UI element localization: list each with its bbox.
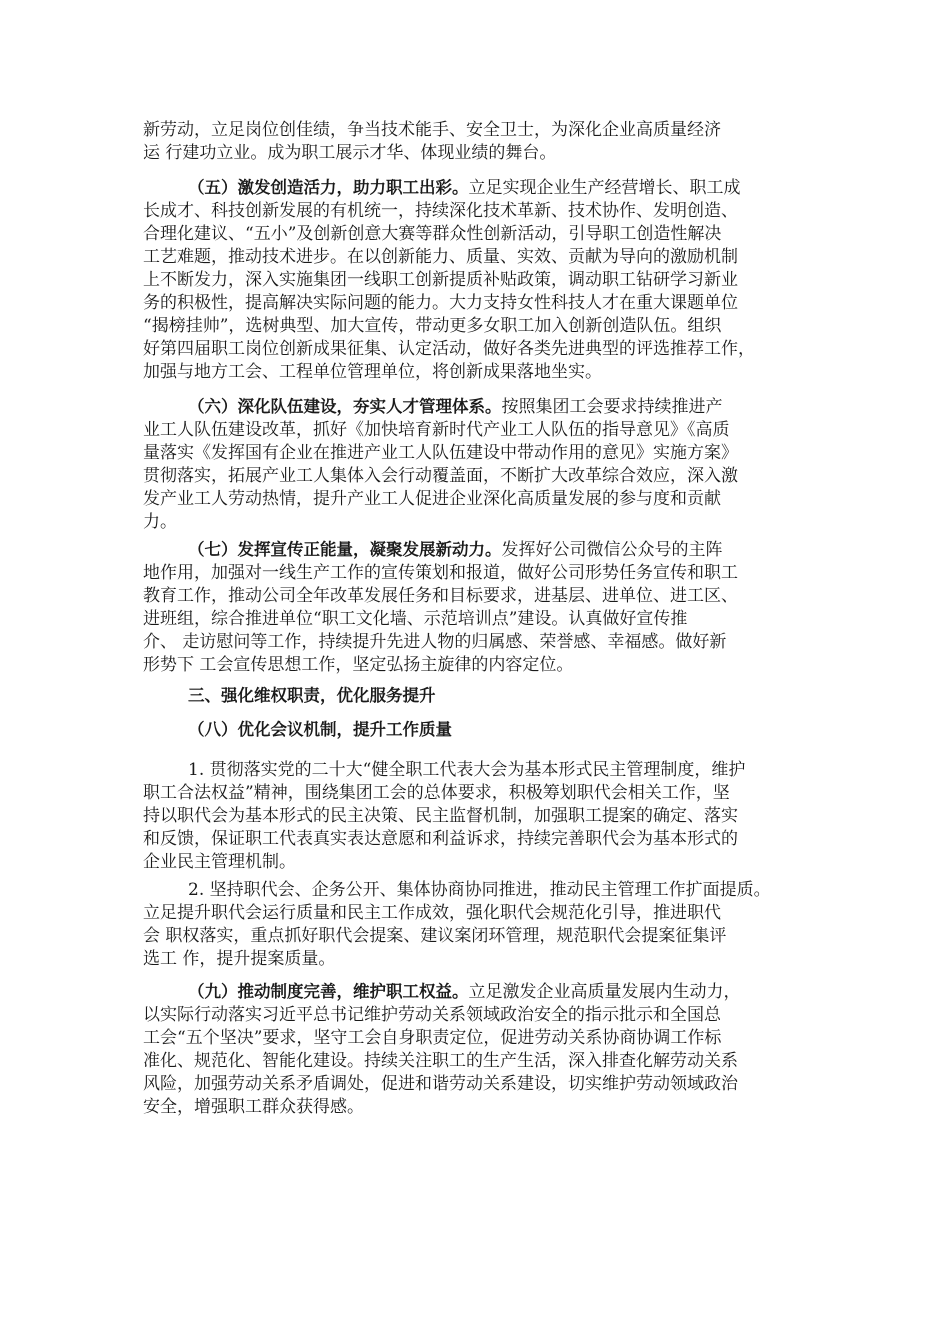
text-line: 工会“五个坚决”要求，坚守工会自身职责定位，促进劳动关系协商协调工作标 — [143, 1028, 722, 1048]
paragraph-section-6 — [143, 395, 811, 534]
text-line: 企业民主管理机制。 — [143, 852, 296, 872]
text-line: 加强与地方工会、工程单位管理单位，将创新成果落地坐实。 — [143, 362, 602, 382]
text-line: 好第四届职工岗位创新成果征集、认定活动，做好各类先进典型的评选推荐工作， — [143, 339, 755, 359]
text-line: 量落实《发挥国有企业在推进产业工人队伍建设中带动作用的意见》实施方案》 — [143, 443, 738, 463]
text-line: 教育工作，推动公司全年改革发展任务和目标要求，进基层、进单位、进工区、 — [143, 586, 738, 606]
paragraph-first-line — [143, 176, 811, 200]
text-line: 发产业工人劳动热情，提升产业工人促进企业深化高质量发展的参与度和贡献 — [143, 489, 721, 509]
text-line: 贯彻落实，拓展产业工人集体入会行动覆盖面，不断扩大改革综合效应，深入激 — [143, 466, 738, 486]
paragraph-section-5 — [143, 176, 811, 384]
section-heading-3 — [143, 684, 811, 707]
paragraph-first-line — [143, 395, 811, 419]
text-line: 地作用，加强对一线生产工作的宣传策划和报道，做好公司形势任务宣传和职工 — [143, 563, 738, 583]
paragraph-first-line: 2. 坚持职代会、企务公开、集体协商协同推进，推动民主管理工作扩面提质。 — [188, 880, 771, 900]
subsection-heading-8 — [143, 718, 811, 741]
text-line: 立足提升职代会运行质量和民主工作成效，强化职代会规范化引导，推进职代 — [143, 903, 721, 923]
paragraph-continuation — [143, 119, 811, 165]
paragraph-lead: （六）深化队伍建设，夯实人才管理体系。 — [188, 397, 502, 416]
text-line: 力。 — [143, 512, 177, 532]
paragraph-first-line — [143, 980, 811, 1004]
paragraph-item-1 — [143, 759, 811, 874]
text-line: 以实际行动落实习近平总书记维护劳动关系领域政治安全的指示批示和全国总 — [143, 1005, 721, 1025]
paragraph-item-2 — [143, 879, 811, 971]
paragraph-section-7 — [143, 538, 811, 677]
text-run: 立足实现企业生产经营增长、职工成 — [468, 178, 741, 198]
text-line: 职工合法权益”精神，围绕集团工会的总体要求，积极筹划职代会相关工作，坚 — [143, 783, 730, 803]
paragraph-lead: （九）推动制度完善，维护职工权益。 — [188, 982, 469, 1001]
section-heading: 三、强化维权职责，优化服务提升 — [188, 686, 436, 705]
text-line: 工艺难题，推动技术进步。在以创新能力、质量、实效、贡献为导向的激励机制 — [143, 247, 738, 267]
text-line: 和反馈，保证职工代表真实表达意愿和利益诉求，持续完善职代会为基本形式的 — [143, 829, 738, 849]
paragraph-first-line — [143, 538, 811, 562]
text-line: 形势下 工会宣传思想工作，坚定弘扬主旋律的内容定位。 — [143, 655, 574, 675]
text-run: 立足激发企业高质量发展内生动力， — [468, 982, 741, 1002]
text-line: 持以职代会为基本形式的民主决策、民主监督机制，加强职工提案的确定、落实 — [143, 806, 738, 826]
text-line: 进班组，综合推进单位“职工文化墙、示范培训点”建设。认真做好宣传推 — [143, 609, 688, 629]
text-line: 业工人队伍建设改革，抓好《加快培育新时代产业工人队伍的指导意见》《高质 — [143, 420, 730, 440]
text-line: 新劳动，立足岗位创佳绩，争当技术能手、安全卫士，为深化企业高质量经济 — [143, 120, 721, 140]
text-line: 上不断发力，深入实施集团一线职工创新提质补贴政策，调动职工钻研学习新业 — [143, 270, 738, 290]
text-line: 会 职权落实，重点抓好职代会提案、建议案闭环管理，规范职代会提案征集评 — [143, 926, 727, 946]
text-line: 合理化建议、“五小”及创新创意大赛等群众性创新活动，引导职工创造性解决 — [143, 224, 722, 244]
paragraph-lead: （七）发挥宣传正能量，凝聚发展新动力。 — [188, 540, 502, 559]
text-line: 长成才、科技创新发展的有机统一，持续深化技术革新、技术协作、发明创造、 — [143, 201, 738, 221]
text-line: 选工 作，提升提案质量。 — [143, 949, 336, 969]
text-line: “揭榜挂帅”，选树典型、加大宣传，带动更多女职工加入创新创造队伍。组织 — [143, 316, 722, 336]
text-line: 风险，加强劳动关系矛盾调处，促进和谐劳动关系建设，切实维护劳动领域政治 — [143, 1074, 738, 1094]
text-run: 按照集团工会要求持续推进产 — [501, 397, 723, 417]
text-line: 安全，增强职工群众获得感。 — [143, 1097, 364, 1117]
text-line: 务的积极性，提高解决实际问题的能力。大力支持女性科技人才在重大课题单位 — [143, 293, 738, 313]
subsection-heading: （八）优化会议机制，提升工作质量 — [188, 720, 452, 739]
text-line: 准化、规范化、智能化建设。持续关注职工的生产生活，深入排查化解劳动关系 — [143, 1051, 738, 1071]
paragraph-lead: （五）激发创造活力，助力职工出彩。 — [188, 178, 469, 197]
text-line: 介、 走访慰问等工作，持续提升先进人物的归属感、荣誉感、幸福感。做好新 — [143, 632, 727, 652]
paragraph-section-9 — [143, 980, 811, 1119]
paragraph-first-line: 1. 贯彻落实党的二十大“健全职工代表大会为基本形式民主管理制度，维护 — [188, 760, 746, 780]
text-line: 运 行建功立业。成为职工展示才华、体现业绩的舞台。 — [143, 143, 557, 163]
text-run: 发挥好公司微信公众号的主阵 — [501, 540, 723, 560]
